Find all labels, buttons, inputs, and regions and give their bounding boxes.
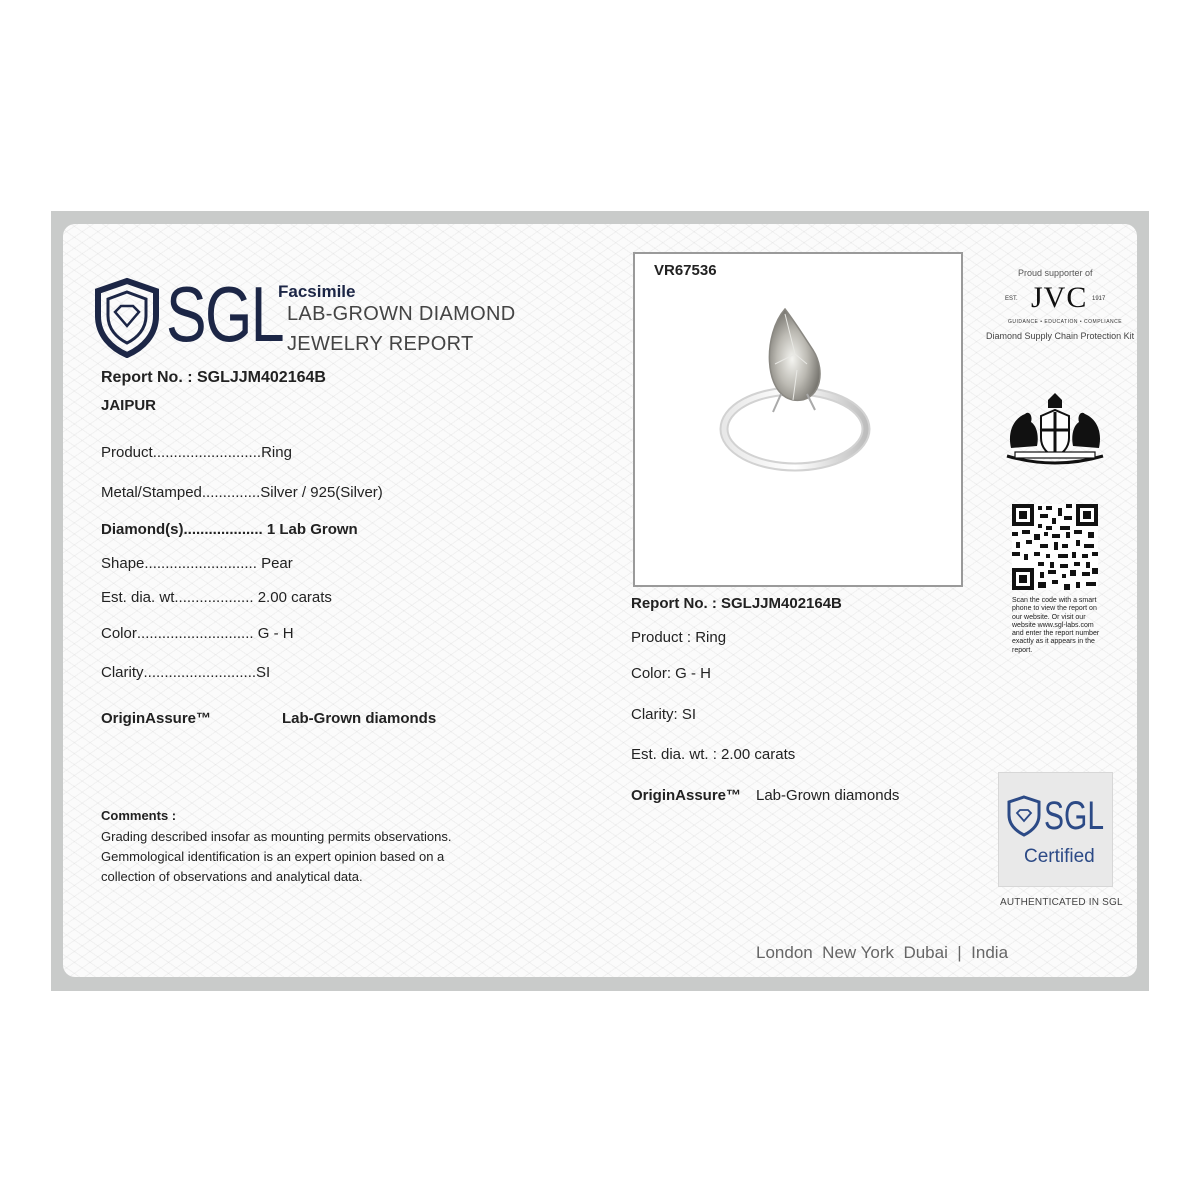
sgl-logo-text: SGL — [166, 270, 284, 358]
ring-image — [635, 254, 961, 585]
detail-row-clarity: Clarity...........................SI — [101, 664, 271, 681]
summary-report-number: Report No. : SGLJJM402164B — [631, 595, 842, 612]
summary-origin-label: OriginAssure™ — [631, 787, 742, 804]
comments-text: Grading described insofar as mounting permits observations. Gemmological identification is an expert opinion based on a collection of observations and analytical data. — [101, 829, 452, 884]
report-city: JAIPUR — [101, 397, 157, 414]
jvc-year: 1917 — [1092, 296, 1106, 302]
summary-color: Color: G - H — [631, 665, 712, 682]
qr-code-icon — [1012, 504, 1098, 590]
facsimile-label: Facsimile — [278, 282, 356, 301]
comments-heading: Comments : — [101, 808, 177, 823]
summary-product: Product : Ring — [631, 629, 727, 646]
footer-cities: London New York Dubai | India — [756, 943, 1009, 962]
report-number: Report No. : SGLJJM402164B — [101, 369, 326, 386]
summary-clarity: Clarity: SI — [631, 706, 697, 723]
sgl-certified-shield-icon — [1006, 795, 1042, 837]
authenticated-label: AUTHENTICATED IN SGL — [1000, 897, 1123, 908]
sgl-certified-label: Certified — [1024, 846, 1095, 867]
origin-value: Lab-Grown diamonds — [282, 710, 437, 727]
detail-row-color: Color............................ G - H — [101, 625, 294, 642]
report-title-line1: LAB-GROWN DIAMOND — [287, 303, 516, 325]
ring-photo-frame — [633, 252, 963, 587]
detail-row-metal: Metal/Stamped..............Silver / 925(Silver) — [101, 484, 383, 501]
jvc-subtitle: GUIDANCE • EDUCATION • COMPLIANCE — [1008, 319, 1123, 325]
jvc-caption: Diamond Supply Chain Protection Kit — [986, 331, 1135, 341]
detail-row-diamonds: Diamond(s)................... 1 Lab Grown — [101, 521, 358, 538]
photo-code: VR67536 — [654, 262, 717, 279]
jvc-proud-text: Proud supporter of — [1018, 268, 1093, 278]
coat-of-arms-icon — [1001, 390, 1109, 466]
detail-row-product: Product..........................Ring — [101, 444, 292, 461]
jvc-logo: JVC — [1031, 281, 1088, 314]
detail-row-shape: Shape........................... Pear — [101, 555, 293, 572]
qr-scan-instructions: Scan the code with a smart phone to view the report on our website. Or visit our website www.sgl-labs.com and enter the report number exactly as it appears in the report. — [1012, 597, 1100, 654]
sgl-certified-logo: SGL — [1044, 794, 1105, 838]
origin-label: OriginAssure™ — [101, 710, 212, 727]
jvc-est: EST. — [1005, 296, 1018, 302]
summary-weight: Est. dia. wt. : 2.00 carats — [631, 746, 796, 763]
report-title-line2: JEWELRY REPORT — [287, 333, 474, 355]
detail-row-weight: Est. dia. wt................... 2.00 carats — [101, 589, 332, 606]
summary-origin-value: Lab-Grown diamonds — [756, 787, 900, 804]
sgl-shield-icon — [94, 278, 160, 358]
